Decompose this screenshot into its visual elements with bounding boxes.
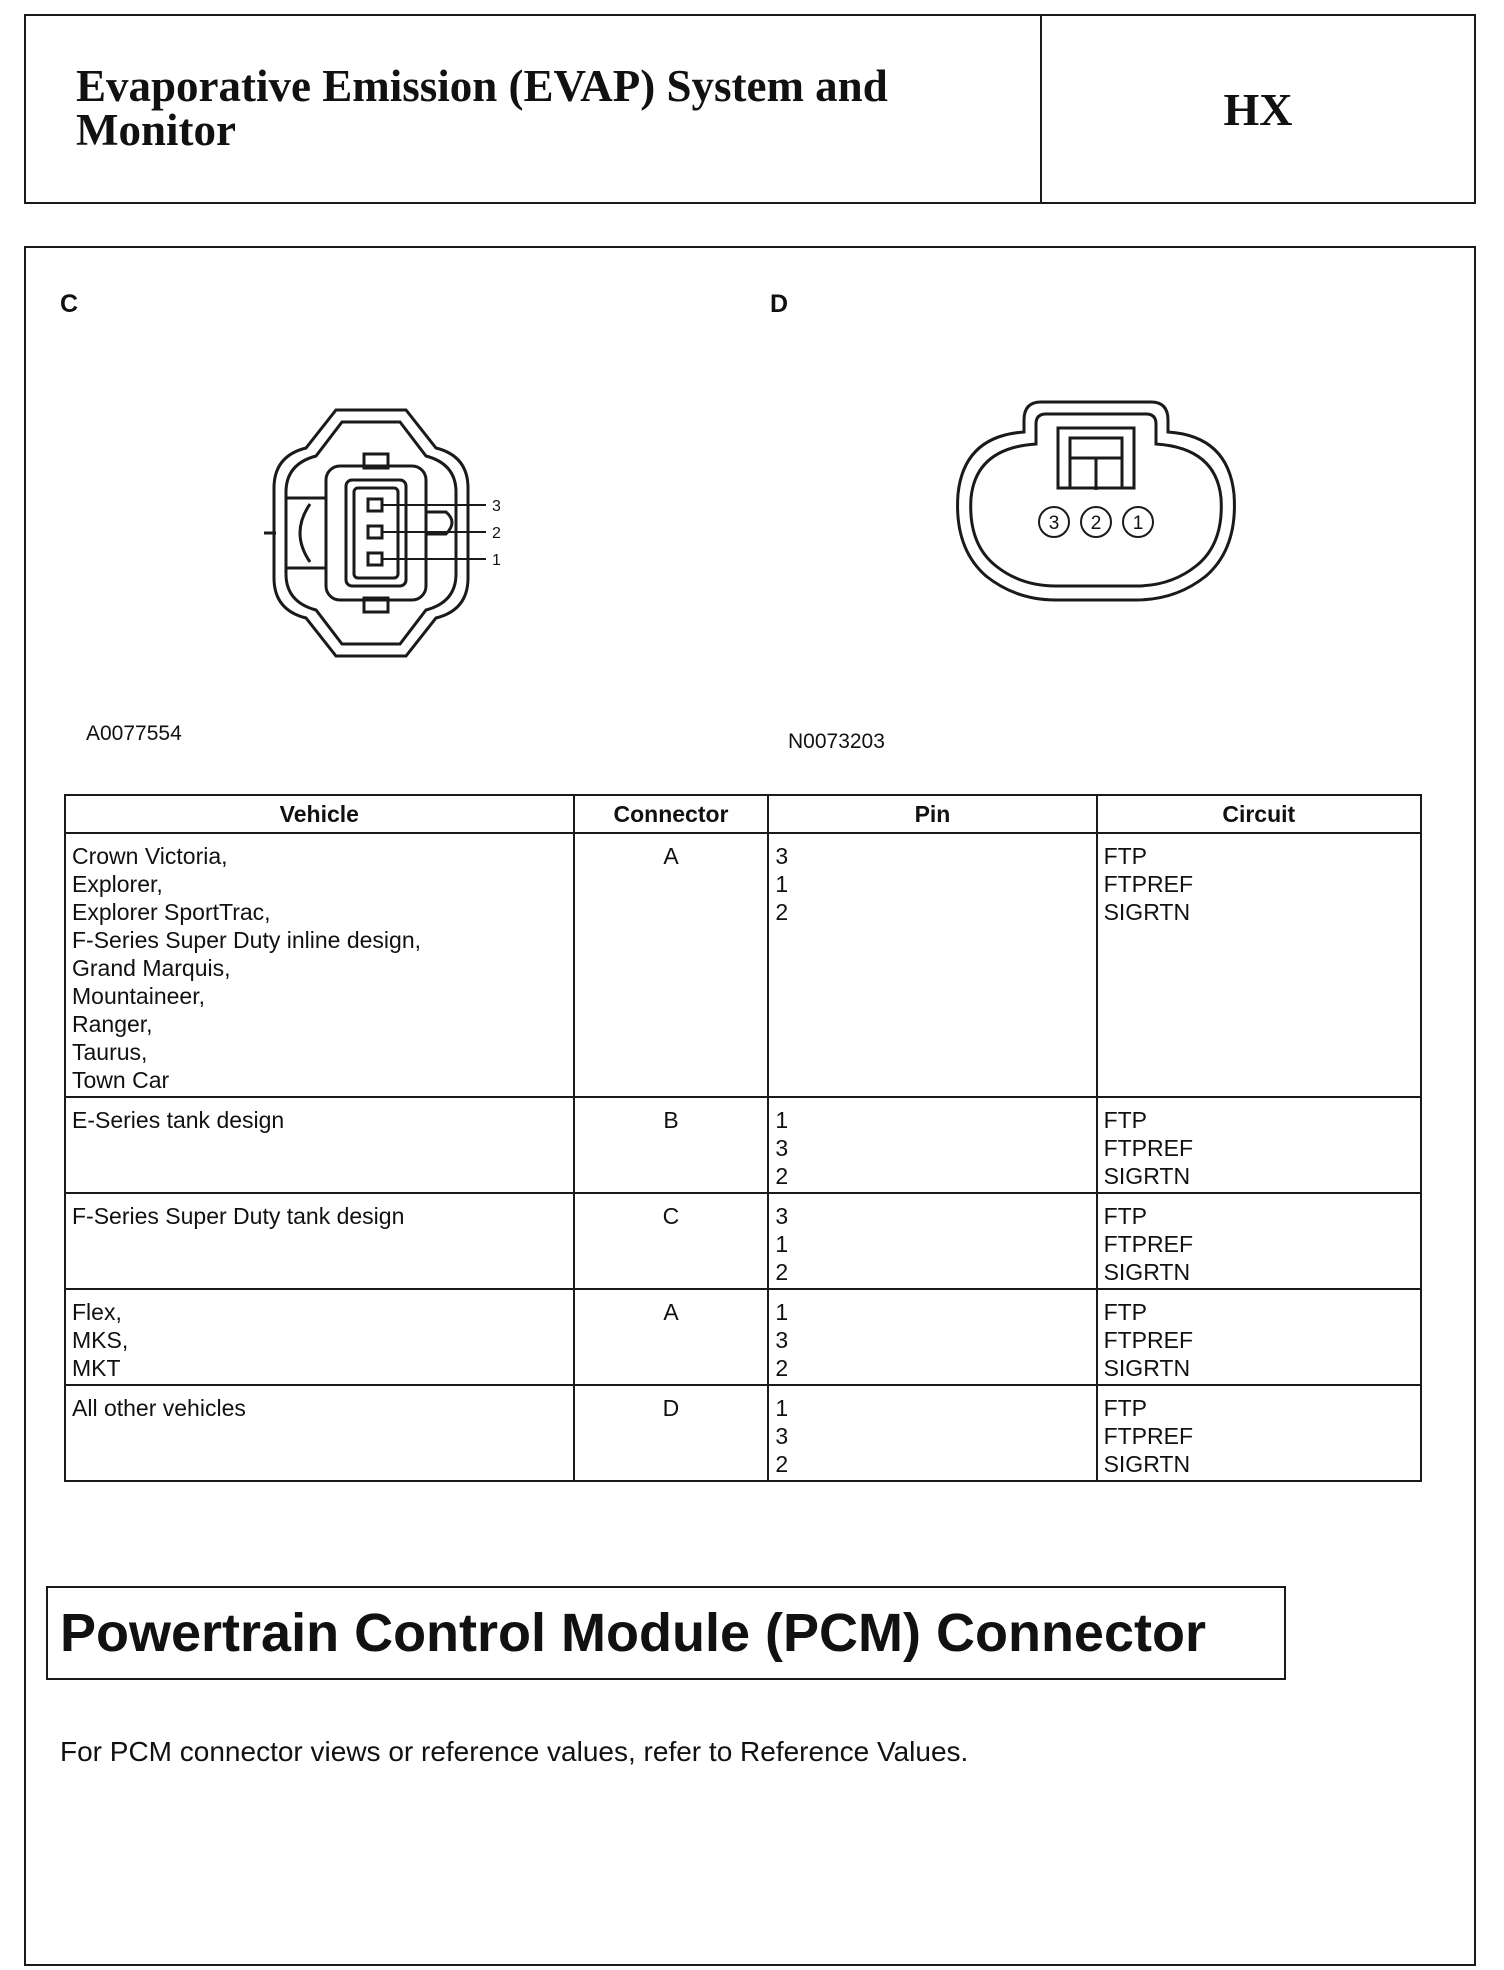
vehicle-name: Taurus, bbox=[72, 1039, 148, 1065]
circuit-name: FTP bbox=[1103, 1203, 1148, 1229]
pin-number: 1 bbox=[775, 871, 789, 897]
circuit-name: SIGRTN bbox=[1103, 899, 1191, 925]
vehicle-name: F-Series Super Duty inline design, bbox=[72, 927, 421, 953]
vehicle-cell bbox=[65, 1289, 574, 1385]
connector-cell: A bbox=[574, 1289, 769, 1385]
connector-c-latch-curve bbox=[300, 504, 310, 562]
pin-number: 2 bbox=[775, 899, 789, 925]
figure-d-label: D bbox=[770, 290, 789, 318]
vehicle-name: MKT bbox=[72, 1355, 121, 1381]
content-frame bbox=[24, 246, 1476, 1966]
pin-number: 1 bbox=[775, 1107, 789, 1133]
circuit-name: FTPREF bbox=[1103, 1231, 1194, 1257]
column-header-pin: Pin bbox=[768, 795, 1096, 833]
column-header-circuit: Circuit bbox=[1097, 795, 1421, 833]
connector-c-pin-label-1: 1 bbox=[492, 552, 501, 569]
circuit-cell bbox=[1097, 1193, 1421, 1289]
pin-number: 3 bbox=[775, 1203, 789, 1229]
column-header-connector: Connector bbox=[574, 795, 769, 833]
circuit-name: FTPREF bbox=[1103, 1423, 1194, 1449]
circuit-name: FTP bbox=[1103, 1107, 1148, 1133]
circuit-name: FTPREF bbox=[1103, 1327, 1194, 1353]
circuit-name: SIGRTN bbox=[1103, 1163, 1191, 1189]
circuit-cell bbox=[1097, 1097, 1421, 1193]
page-header bbox=[24, 14, 1476, 204]
page-title: Evaporative Emission (EVAP) System and Monitor bbox=[76, 61, 888, 155]
connector-c-pin-label-3: 3 bbox=[492, 498, 501, 515]
vehicle-name: Flex, bbox=[72, 1299, 122, 1325]
vehicle-name: Grand Marquis, bbox=[72, 955, 231, 981]
section-code: HX bbox=[1223, 83, 1293, 135]
connector-d-outer-shell bbox=[958, 402, 1235, 600]
pin-number: 2 bbox=[775, 1259, 789, 1285]
circuit-name: FTP bbox=[1103, 1299, 1148, 1325]
table-header-row bbox=[65, 795, 1421, 833]
pin-number: 3 bbox=[775, 843, 789, 869]
circuit-cell bbox=[1097, 1289, 1421, 1385]
pin-number: 1 bbox=[775, 1231, 789, 1257]
connector-d-inner-shell bbox=[971, 414, 1222, 586]
connector-c-pin-1 bbox=[368, 553, 382, 565]
circuit-cell bbox=[1097, 1385, 1421, 1481]
table-row bbox=[65, 1385, 1421, 1481]
vehicle-name: MKS, bbox=[72, 1327, 129, 1353]
connector-pin-table bbox=[64, 794, 1422, 1482]
circuit-name: FTP bbox=[1103, 1395, 1148, 1421]
connector-c-pin-3 bbox=[368, 499, 382, 511]
vehicle-cell bbox=[65, 1385, 574, 1481]
figure-c-id: A0077554 bbox=[86, 722, 182, 745]
circuit-name: SIGRTN bbox=[1103, 1355, 1191, 1381]
connector-c-pin-label-2: 2 bbox=[492, 525, 501, 542]
section-heading-box bbox=[46, 1586, 1286, 1680]
pin-cell bbox=[768, 1097, 1096, 1193]
vehicle-cell bbox=[65, 1193, 574, 1289]
connector-cell: B bbox=[574, 1097, 769, 1193]
pin-number: 3 bbox=[775, 1423, 789, 1449]
vehicle-name: Explorer SportTrac, bbox=[72, 899, 271, 925]
connector-cell: A bbox=[574, 833, 769, 1097]
circuit-name: SIGRTN bbox=[1103, 1259, 1191, 1285]
circuit-name: FTPREF bbox=[1103, 1135, 1194, 1161]
vehicle-cell bbox=[65, 1097, 574, 1193]
connector-d-diagram bbox=[946, 398, 1246, 618]
pin-number: 3 bbox=[775, 1327, 789, 1353]
section-title: Powertrain Control Module (PCM) Connector bbox=[60, 1603, 1206, 1663]
pin-cell bbox=[768, 1193, 1096, 1289]
vehicle-name: Mountaineer, bbox=[72, 983, 205, 1009]
circuit-name: FTP bbox=[1103, 843, 1148, 869]
table-row bbox=[65, 1097, 1421, 1193]
pin-cell bbox=[768, 1385, 1096, 1481]
circuit-name: SIGRTN bbox=[1103, 1451, 1191, 1477]
connector-cell: D bbox=[574, 1385, 769, 1481]
vehicle-name: Explorer, bbox=[72, 871, 163, 897]
pin-cell bbox=[768, 833, 1096, 1097]
connector-cell: C bbox=[574, 1193, 769, 1289]
pin-number: 2 bbox=[775, 1355, 789, 1381]
pin-number: 3 bbox=[775, 1135, 789, 1161]
connector-c-pin-2 bbox=[368, 526, 382, 538]
pin-number: 2 bbox=[775, 1451, 789, 1477]
vehicle-name: All other vehicles bbox=[72, 1395, 246, 1421]
connector-c-diagram bbox=[256, 398, 566, 668]
vehicle-cell bbox=[65, 833, 574, 1097]
figure-d-id: N0073203 bbox=[788, 730, 885, 753]
table-row bbox=[65, 1289, 1421, 1385]
vehicle-name: Ranger, bbox=[72, 1011, 153, 1037]
vehicle-name: Town Car bbox=[72, 1067, 170, 1093]
connector-d-pin-label-3: 3 bbox=[1048, 513, 1060, 534]
pin-number: 2 bbox=[775, 1163, 789, 1189]
figure-c-label: C bbox=[60, 290, 79, 318]
table-row bbox=[65, 833, 1421, 1097]
vehicle-name: E-Series tank design bbox=[72, 1107, 285, 1133]
table-row bbox=[65, 1193, 1421, 1289]
column-header-vehicle: Vehicle bbox=[65, 795, 574, 833]
pin-number: 1 bbox=[775, 1395, 789, 1421]
pin-cell bbox=[768, 1289, 1096, 1385]
circuit-cell bbox=[1097, 833, 1421, 1097]
circuit-name: FTPREF bbox=[1103, 871, 1194, 897]
vehicle-name: F-Series Super Duty tank design bbox=[72, 1203, 405, 1229]
pin-number: 1 bbox=[775, 1299, 789, 1325]
connector-d-pin-label-2: 2 bbox=[1090, 513, 1102, 534]
vehicle-name: Crown Victoria, bbox=[72, 843, 228, 869]
connector-d-pin-label-1: 1 bbox=[1132, 513, 1144, 534]
connector-c-side-key bbox=[426, 512, 452, 534]
reference-note: For PCM connector views or reference values, refer to Reference Values. bbox=[60, 1736, 969, 1767]
